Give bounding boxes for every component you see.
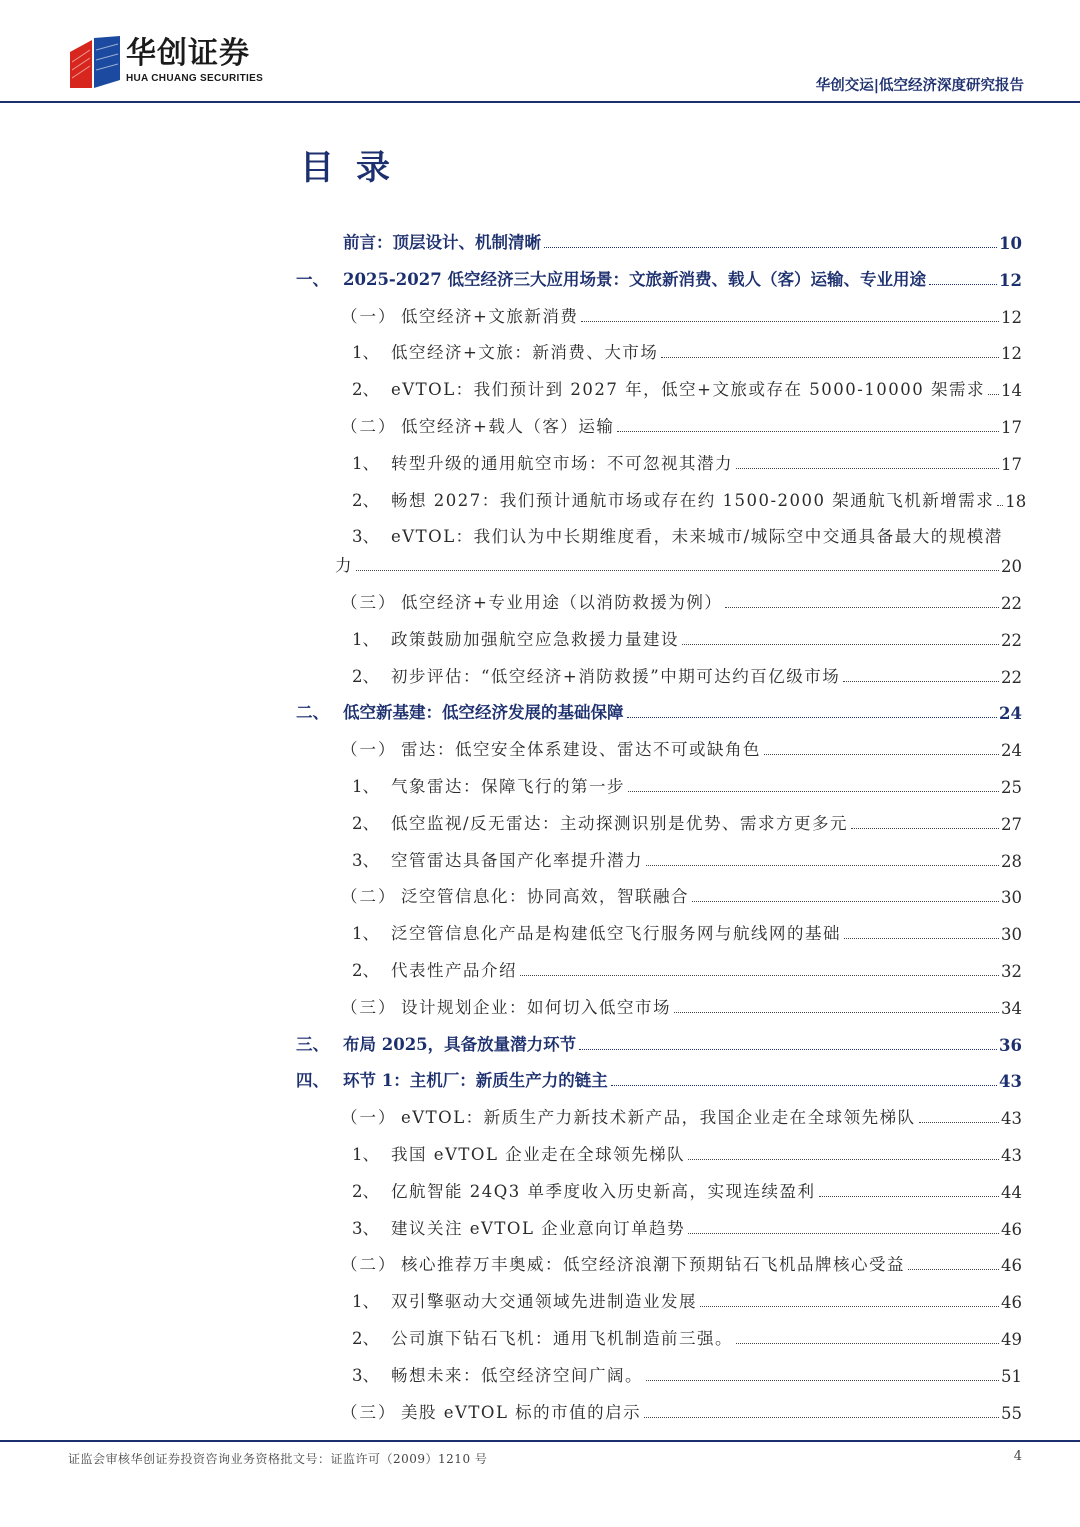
toc-leader-dots — [819, 1196, 999, 1197]
toc-entry-page: 12 — [1001, 344, 1022, 364]
toc-entry-title: 美股 eVTOL 标的市值的启示 — [401, 1402, 642, 1422]
toc-entry-title: 低空经济+载人（客）运输 — [401, 417, 615, 436]
toc-entry-title: 我国 eVTOL 企业走在全球领先梯队 — [391, 1145, 686, 1164]
toc-entry-level-2[interactable] — [341, 1091, 1022, 1128]
toc-entry-number: 四、 — [296, 1071, 329, 1091]
report-name: 华创交运|低空经济深度研究报告 — [815, 78, 1024, 94]
toc-leader-dots — [646, 1380, 999, 1381]
toc-leader-dots — [611, 1085, 997, 1086]
toc-entry-page: 43 — [999, 1072, 1022, 1092]
toc-entry-number: 1、 — [352, 777, 379, 796]
toc-entry-number: 3、 — [352, 1365, 379, 1385]
toc-leader-dots — [692, 901, 999, 902]
toc-leader-dots — [929, 284, 997, 285]
toc-entry-number: 1、 — [352, 453, 379, 473]
toc-entry-title: 低空经济+文旅新消费 — [401, 306, 579, 326]
toc-entry-level-2[interactable] — [341, 981, 1022, 1018]
toc-entry-number: 三、 — [296, 1034, 329, 1054]
toc-entry-title: 低空监视/反无雷达：主动探测识别是优势、需求方更多元 — [391, 813, 849, 833]
toc-entry-title: 建议关注 eVTOL 企业意向订单趋势 — [391, 1218, 686, 1238]
toc-entry-level-3[interactable] — [352, 1275, 1022, 1312]
toc-entry-page: 49 — [1001, 1330, 1022, 1349]
toc-entry-number: 2、 — [352, 1329, 379, 1348]
toc-entry-number: 3、 — [352, 1218, 379, 1238]
footer-divider — [0, 1440, 1080, 1442]
toc-entry-page: 46 — [1001, 1219, 1022, 1239]
toc-leader-dots — [844, 938, 999, 939]
toc-entry-title: eVTOL：新质生产力新技术新产品，我国企业走在全球领先梯队 — [401, 1108, 916, 1128]
page-number: 4 — [1013, 1449, 1022, 1464]
toc-entry-level-3[interactable] — [352, 1312, 1022, 1349]
toc-entry-page: 28 — [1001, 851, 1022, 871]
toc-entry-page: 22 — [1001, 594, 1022, 613]
toc-entry-number: 一、 — [296, 269, 329, 289]
toc-entry-page: 17 — [1001, 418, 1022, 437]
toc-entry-level-3[interactable] — [352, 650, 1022, 687]
toc-entry-page: 51 — [1001, 1366, 1022, 1386]
toc-entry-number: 3、 — [352, 527, 379, 547]
toc-entry-page: 43 — [1001, 1146, 1022, 1165]
toc-entry-title: eVTOL：我们预计到 2027 年，低空+文旅或存在 5000-10000 架需求 — [391, 380, 986, 400]
page-title: 目录 — [300, 148, 412, 188]
toc-entry-page: 12 — [1001, 307, 1022, 327]
toc-leader-dots — [843, 681, 999, 682]
toc-leader-dots — [764, 754, 999, 755]
toc-entry-title: 畅想 2027：我们预计通航市场或存在约 1500-2000 架通航飞机新增需求 — [391, 490, 995, 510]
toc-entry-page: 20 — [1001, 557, 1022, 577]
toc-entry-title: eVTOL：我们认为中长期维度看，未来城市/城际空中交通具备最大的规模潜 — [391, 527, 1003, 547]
toc-entry-level-3[interactable] — [352, 944, 1022, 981]
toc-entry-number: （二） — [341, 417, 397, 436]
toc-entry-level-3[interactable] — [352, 1128, 1022, 1165]
toc-entry-title: 畅想未来：低空经济空间广阔。 — [391, 1365, 643, 1385]
toc-entry-number: （三） — [341, 997, 397, 1017]
toc-entry-number: 1、 — [352, 924, 379, 944]
toc-entry-level-3[interactable] — [352, 1202, 1022, 1239]
toc-entry-level-2[interactable] — [341, 870, 1022, 907]
toc-entry-page: 24 — [1001, 741, 1022, 761]
toc-leader-dots — [736, 1343, 999, 1344]
toc-entry-title: 亿航智能 24Q3 单季度收入历史新高，实现连续盈利 — [391, 1181, 816, 1201]
toc-entry-level-1[interactable] — [296, 1018, 1022, 1055]
toc-entry-level-2[interactable] — [341, 723, 1022, 760]
toc-entry-title: 低空经济+文旅：新消费、大市场 — [391, 343, 659, 363]
toc-entry-title: 气象雷达：保障飞行的第一步 — [391, 777, 625, 796]
toc-entry-title: 低空新基建：低空经济发展的基础保障 — [343, 703, 624, 723]
toc-entry-number: 1、 — [352, 1292, 379, 1312]
toc-entry-level-3[interactable] — [352, 907, 1022, 944]
toc-entry-page: 32 — [1001, 962, 1022, 981]
toc-leader-dots — [700, 1306, 999, 1307]
toc-entry-page: 18 — [1005, 491, 1027, 511]
toc-leader-dots — [644, 1417, 999, 1418]
toc-entry-title: 转型升级的通用航空市场：不可忽视其潜力 — [391, 453, 733, 473]
toc-entry-number: （一） — [341, 740, 397, 760]
toc-entry-title: 泛空管信息化：协同高效，智联融合 — [401, 887, 689, 907]
toc-entry-level-3[interactable] — [352, 1349, 1022, 1386]
toc-entry-number: 3、 — [352, 850, 379, 870]
toc-entry-title: 代表性产品介绍 — [391, 961, 517, 980]
toc-entry-number: 1、 — [352, 629, 379, 649]
toc-leader-dots — [646, 865, 999, 866]
toc-entry-number: 1、 — [352, 1145, 379, 1164]
company-logo — [70, 36, 280, 92]
toc-entry-number: （一） — [341, 1108, 397, 1128]
toc-entry-title-continued: 力 — [335, 556, 353, 576]
toc-leader-dots — [725, 607, 999, 608]
toc-leader-dots — [544, 247, 997, 248]
toc-leader-dots — [356, 570, 999, 571]
toc-entry-number: 2、 — [352, 1181, 379, 1201]
toc-leader-dots — [674, 1012, 999, 1013]
toc-leader-dots — [627, 717, 998, 718]
toc-leader-dots — [661, 357, 999, 358]
toc-leader-dots — [579, 1049, 997, 1050]
toc-leader-dots — [688, 1159, 999, 1160]
toc-entry-title: 公司旗下钻石飞机：通用飞机制造前三强。 — [391, 1329, 733, 1348]
page-header — [0, 0, 1080, 104]
toc-entry-title: 泛空管信息化产品是构建低空飞行服务网与航线网的基础 — [391, 924, 841, 944]
toc-entry-title: 设计规划企业：如何切入低空市场 — [401, 997, 671, 1017]
toc-entry-level-3[interactable] — [352, 437, 1022, 474]
toc-entry-number: （二） — [341, 1255, 397, 1275]
toc-entry-level-1[interactable] — [296, 253, 1022, 290]
toc-entry-page: 27 — [1001, 814, 1022, 834]
toc-leader-dots — [919, 1122, 999, 1123]
toc-entry-page: 36 — [999, 1035, 1022, 1055]
toc-entry-page: 30 — [1001, 925, 1022, 945]
toc-entry-level-3[interactable] — [352, 834, 1022, 871]
toc-entry-page: 14 — [1001, 381, 1022, 401]
toc-entry-level-2[interactable] — [341, 400, 1022, 437]
toc-entry-page: 44 — [1001, 1182, 1022, 1202]
toc-leader-dots — [997, 505, 1003, 506]
toc-entry-level-3[interactable] — [352, 613, 1022, 650]
toc-entry-page: 22 — [1001, 667, 1022, 687]
toc-entry-level-3[interactable] — [352, 474, 1027, 511]
toc-entry-page: 46 — [1001, 1256, 1022, 1276]
toc-entry-page: 17 — [1001, 454, 1022, 474]
toc-entry-number: （三） — [341, 593, 397, 612]
toc-entry-level-2[interactable] — [341, 1386, 1022, 1423]
logo-mark-icon — [70, 36, 120, 88]
toc-entry-title: 核心推荐万丰奥威：低空经济浪潮下预期钻石飞机品牌核心受益 — [401, 1255, 905, 1275]
toc-leader-dots — [520, 975, 999, 976]
toc-entry-page: 22 — [1001, 630, 1022, 650]
toc-entry-level-2[interactable] — [341, 1238, 1022, 1275]
toc-entry-page: 55 — [1001, 1403, 1022, 1423]
toc-entry-title: 前言：顶层设计、机制清晰 — [343, 233, 541, 252]
footer-license-text: 证监会审核华创证券投资咨询业务资格批文号：证监许可（2009）1210 号 — [68, 1452, 488, 1466]
toc-entry-number: 2、 — [352, 380, 379, 400]
toc-entry-page: 46 — [1001, 1293, 1022, 1313]
logo-chinese-name: 华创证券 — [126, 36, 250, 71]
toc-entry-title: 布局 2025，具备放量潜力环节 — [343, 1034, 577, 1054]
toc-entry-page: 30 — [1001, 888, 1022, 908]
toc-leader-dots — [736, 468, 999, 469]
toc-entry-page: 24 — [999, 704, 1022, 724]
toc-entry-title: 低空经济+专业用途（以消防救援为例） — [401, 593, 723, 612]
toc-entry-number: 2、 — [352, 666, 379, 686]
toc-entry-title: 雷达：低空安全体系建设、雷达不可或缺角色 — [401, 740, 761, 760]
toc-entry-level-3[interactable] — [352, 326, 1022, 363]
toc-entry-level-1[interactable] — [296, 216, 1022, 253]
toc-entry-number: （一） — [341, 306, 397, 326]
toc-leader-dots — [628, 791, 999, 792]
toc-entry-number: 1、 — [352, 343, 379, 363]
toc-entry-level-2[interactable] — [341, 576, 1022, 613]
toc-entry-title: 空管雷达具备国产化率提升潜力 — [391, 850, 643, 870]
toc-leader-dots — [988, 394, 999, 395]
toc-entry-number: 二、 — [296, 703, 329, 723]
toc-entry-number: 2、 — [352, 813, 379, 833]
toc-leader-dots — [688, 1233, 999, 1234]
toc-entry-level-3[interactable] — [352, 1165, 1022, 1202]
toc-entry-title: 政策鼓励加强航空应急救援力量建设 — [391, 629, 679, 649]
logo-english-name: HUA CHUANG SECURITIES — [126, 73, 264, 84]
toc-entry-number: 2、 — [352, 961, 379, 980]
toc-entry-title: 双引擎驱动大交通领域先进制造业发展 — [391, 1292, 697, 1312]
toc-entry-title: 初步评估：“低空经济+消防救援”中期可达约百亿级市场 — [391, 666, 841, 686]
toc-entry-page: 34 — [1001, 998, 1022, 1018]
toc-entry-level-1[interactable] — [296, 686, 1022, 723]
toc-entry-page: 12 — [999, 270, 1022, 290]
toc-leader-dots — [851, 828, 999, 829]
toc-entry-title: 2025-2027 低空经济三大应用场景：文旅新消费、载人（客）运输、专业用途 — [343, 269, 926, 289]
toc-leader-dots — [581, 321, 999, 322]
toc-entry-level-3[interactable] — [352, 363, 1022, 400]
toc-entry-level-1[interactable] — [296, 1054, 1022, 1091]
toc-leader-dots — [682, 644, 999, 645]
toc-leader-dots — [908, 1269, 999, 1270]
toc-entry-page: 25 — [1001, 778, 1022, 797]
toc-leader-dots — [617, 431, 999, 432]
toc-entry-title: 环节 1：主机厂：新质生产力的链主 — [343, 1071, 608, 1091]
toc-entry-level-2[interactable] — [341, 290, 1022, 327]
toc-entry-level-3[interactable] — [352, 797, 1022, 834]
toc-entry-level-3[interactable] — [352, 760, 1022, 797]
toc-entry-number: 2、 — [352, 490, 379, 510]
toc-entry-page: 10 — [999, 234, 1022, 253]
toc-entry-page: 43 — [1001, 1109, 1022, 1129]
toc-entry-number: （三） — [341, 1402, 397, 1422]
header-divider — [0, 101, 1080, 103]
toc-entry-number: （二） — [341, 887, 397, 907]
toc-entry-continuation[interactable] — [335, 539, 1022, 576]
